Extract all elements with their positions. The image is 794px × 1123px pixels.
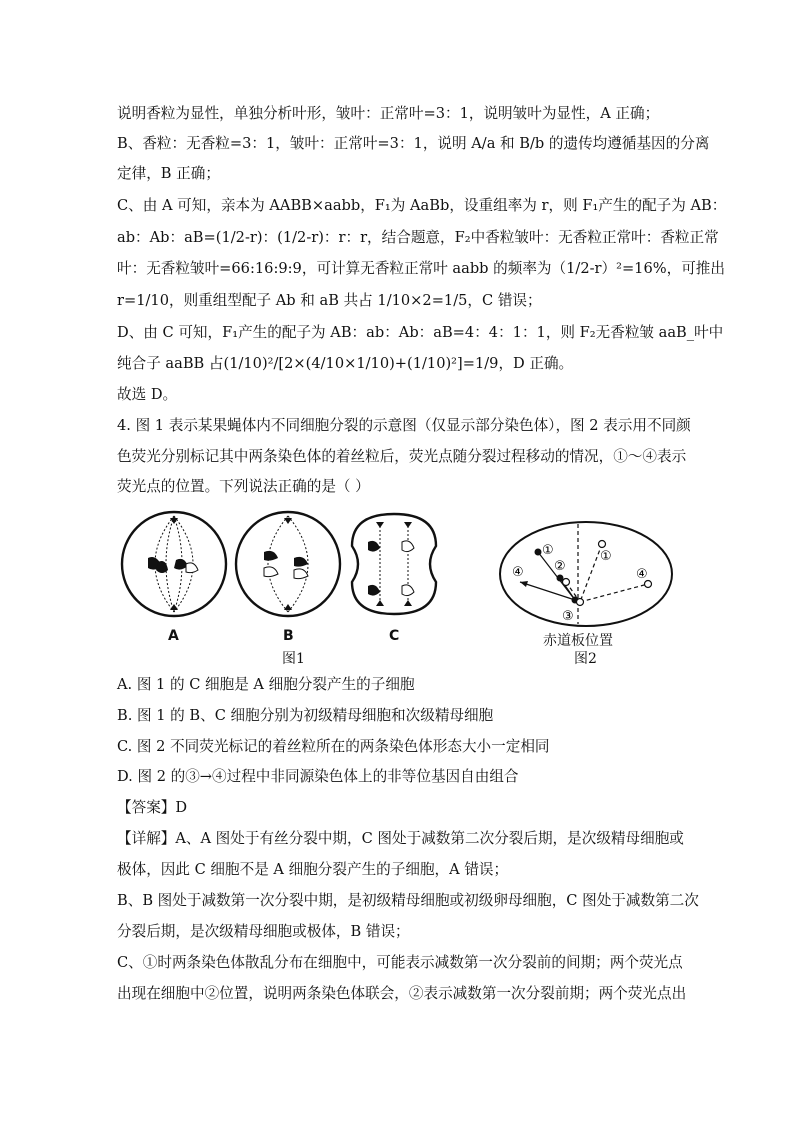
marker-4-white: ④ xyxy=(636,567,648,582)
figure-2 xyxy=(498,518,688,648)
question-line: 4. 图 1 表示某果蝇体内不同细胞分裂的示意图（仅显示部分染色体），图 2 表示用不同颜 xyxy=(117,417,691,434)
marker-3: ③ xyxy=(562,609,574,624)
explanation-line: C、①时两条染色体散乱分布在细胞中，可能表示减数第一次分裂前的间期；两个荧光点 xyxy=(117,954,683,971)
question-line: 色荧光分别标记其中两条染色体的着丝粒后，荧光点随分裂过程移动的情况，①～④表示 xyxy=(117,448,687,465)
cell-b xyxy=(236,512,340,616)
cell-c xyxy=(352,514,436,614)
explanation-line: 分裂后期，是次级精母细胞或极体，B 错误； xyxy=(117,923,410,940)
option-d: D. 图 2 的③→④过程中非同源染色体上的非等位基因自由组合 xyxy=(117,768,519,785)
explanation-line: B、B 图处于减数第一次分裂中期，是初级精母细胞或初级卵母细胞，C 图处于减数第二次 xyxy=(117,892,699,909)
cell-c-label: C xyxy=(389,628,400,644)
cell-b-label: B xyxy=(283,628,294,644)
text-line: C、由 A 可知，亲本为 AABB×aabb，F₁为 AaBb，设重组率为 r，则 F₁产生的配子为 AB： xyxy=(117,197,727,214)
option-b: B. 图 1 的 B、C 细胞分别为初级精母细胞和次级精母细胞 xyxy=(117,707,494,724)
marker-1-white: ① xyxy=(600,549,612,564)
explanation-line: 出现在细胞中②位置，说明两条染色体联会，②表示减数第一次分裂前期；两个荧光点出 xyxy=(117,985,687,1002)
cell-a-label: A xyxy=(168,628,179,644)
explanation-line: 极体，因此 C 细胞不是 A 细胞分裂产生的子细胞，A 错误； xyxy=(117,861,509,878)
text-line: r=1/10，则重组型配子 Ab 和 aB 共占 1/10×2=1/5，C 错误； xyxy=(117,292,542,309)
text-line: ab：Ab：aB=(1/2-r)：(1/2-r)：r：r，结合题意，F₂中香粒皱叶：无香粒正常叶：香粒正常 xyxy=(117,229,719,246)
marker-2: ② xyxy=(554,559,566,574)
answer: 【答案】D xyxy=(117,799,188,816)
text-line: 叶：无香粒皱叶=66:16:9:9，可计算无香粒正常叶 aabb 的频率为（1/2-r）²=16%，可推出 xyxy=(117,260,725,277)
explanation-line: 【详解】A、A 图处于有丝分裂中期，C 图处于减数第二次分裂后期，是次级精母细胞或 xyxy=(117,830,684,847)
cell-a xyxy=(122,512,226,616)
figure-1-caption: 图1 xyxy=(282,651,305,667)
text-line: 定律，B 正确； xyxy=(117,165,220,182)
text-line: 纯合子 aaBB 占(1/10)²/[2×(4/10×1/10)+(1/10)²]=1/9，D 正确。 xyxy=(117,355,574,372)
marker-1-black: ① xyxy=(542,543,554,558)
text-line: 故选 D。 xyxy=(117,386,178,403)
equatorial-plate-label: 赤道板位置 xyxy=(543,633,613,649)
option-c: C. 图 2 不同荧光标记的着丝粒所在的两条染色体形态大小一定相同 xyxy=(117,738,550,755)
marker-4-black: ④ xyxy=(512,565,524,580)
text-line: 说明香粒为显性，单独分析叶形，皱叶：正常叶=3：1，说明皱叶为显性，A 正确； xyxy=(117,105,660,122)
text-line: B、香粒：无香粒=3：1，皱叶：正常叶=3：1，说明 A/a 和 B/b 的遗传均遵循基因的分离 xyxy=(117,135,710,152)
text-line: D、由 C 可知，F₁产生的配子为 AB：ab：Ab：aB=4：4：1：1，则 F₂无香粒皱 aaB_叶中 xyxy=(117,324,724,341)
question-line: 荧光点的位置。下列说法正确的是（ ） xyxy=(117,478,370,495)
option-a: A. 图 1 的 C 细胞是 A 细胞分裂产生的子细胞 xyxy=(117,676,415,693)
figure-2-caption: 图2 xyxy=(574,651,597,667)
